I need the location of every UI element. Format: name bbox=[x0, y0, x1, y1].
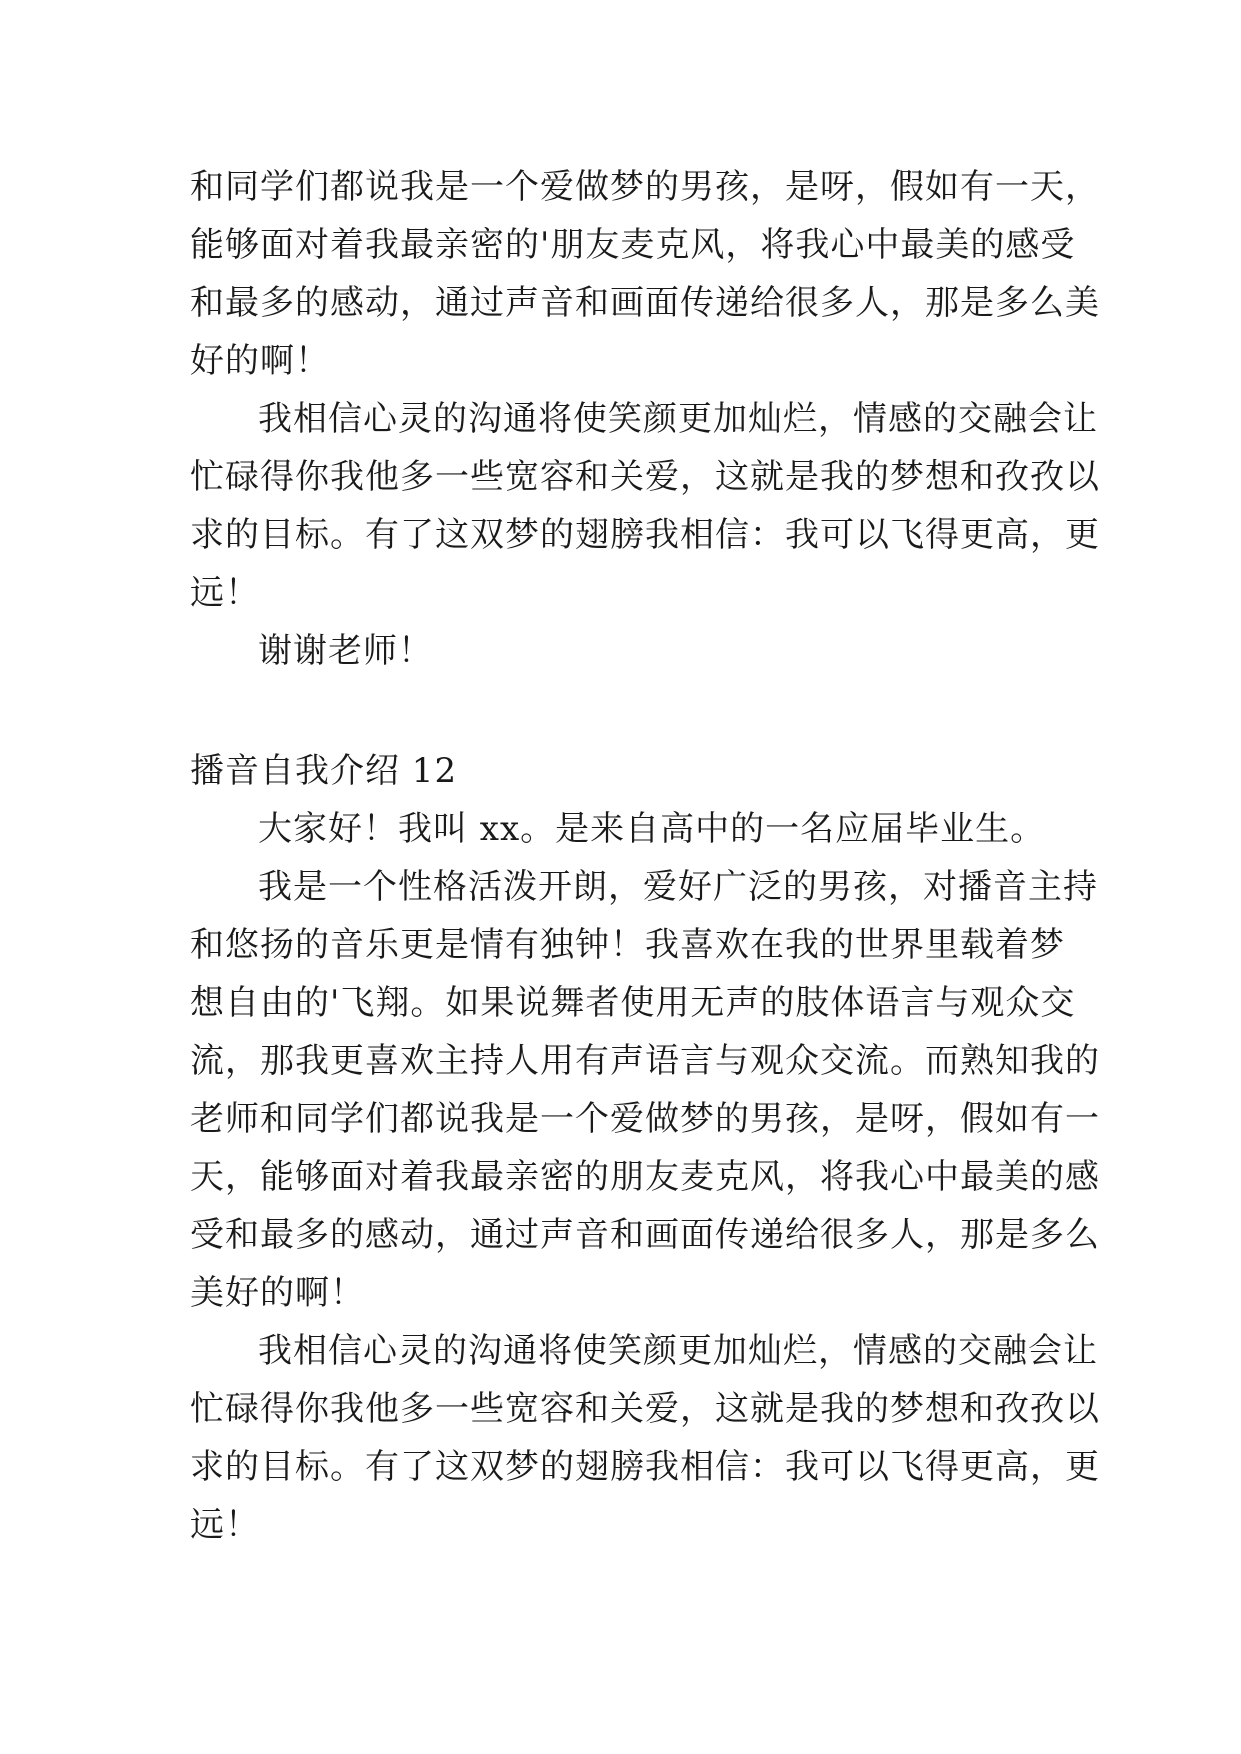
paragraph-line: 受和最多的感动，通过声音和画面传递给很多人，那是多么 bbox=[190, 1215, 1100, 1255]
paragraph-line: 远！ bbox=[190, 1505, 260, 1545]
section-heading: 播音自我介绍 12 bbox=[190, 751, 458, 791]
section-12 bbox=[190, 742, 1100, 1554]
paragraph-line: 好的啊！ bbox=[190, 341, 330, 381]
paragraph-line: 和悠扬的音乐更是情有独钟！我喜欢在我的世界里载着梦 bbox=[190, 925, 1065, 965]
paragraph-line: 大家好！我叫 xx。是来自高中的一名应届毕业生。 bbox=[258, 809, 1046, 849]
paragraph-line: 能够面对着我最亲密的'朋友麦克风，将我心中最美的感受 bbox=[190, 225, 1076, 265]
paragraph-line: 和最多的感动，通过声音和画面传递给很多人，那是多么美 bbox=[190, 283, 1100, 323]
paragraph-line: 求的目标。有了这双梦的翅膀我相信：我可以飞得更高，更 bbox=[190, 515, 1100, 555]
continued-section bbox=[190, 158, 1100, 680]
paragraph-line: 美好的啊！ bbox=[190, 1273, 365, 1313]
paragraph-line: 和同学们都说我是一个爱做梦的男孩，是呀，假如有一天， bbox=[190, 167, 1100, 207]
paragraph-line: 远！ bbox=[190, 573, 260, 613]
paragraph-line: 谢谢老师！ bbox=[258, 631, 433, 671]
paragraph-line: 想自由的'飞翔。如果说舞者使用无声的肢体语言与观众交 bbox=[190, 983, 1076, 1023]
paragraph-line: 流，那我更喜欢主持人用有声语言与观众交流。而熟知我的 bbox=[190, 1041, 1100, 1081]
paragraph-line: 忙碌得你我他多一些宽容和关爱，这就是我的梦想和孜孜以 bbox=[190, 457, 1100, 497]
paragraph-line: 忙碌得你我他多一些宽容和关爱，这就是我的梦想和孜孜以 bbox=[190, 1389, 1100, 1429]
paragraph-line: 我相信心灵的沟通将使笑颜更加灿烂，情感的交融会让 bbox=[258, 1331, 1098, 1371]
paragraph-line: 我相信心灵的沟通将使笑颜更加灿烂，情感的交融会让 bbox=[258, 399, 1098, 439]
paragraph-line: 我是一个性格活泼开朗，爱好广泛的男孩，对播音主持 bbox=[258, 867, 1098, 907]
paragraph-line: 天，能够面对着我最亲密的朋友麦克风，将我心中最美的感 bbox=[190, 1157, 1100, 1197]
paragraph-line: 求的目标。有了这双梦的翅膀我相信：我可以飞得更高，更 bbox=[190, 1447, 1100, 1487]
paragraph-line: 老师和同学们都说我是一个爱做梦的男孩，是呀，假如有一 bbox=[190, 1099, 1100, 1139]
